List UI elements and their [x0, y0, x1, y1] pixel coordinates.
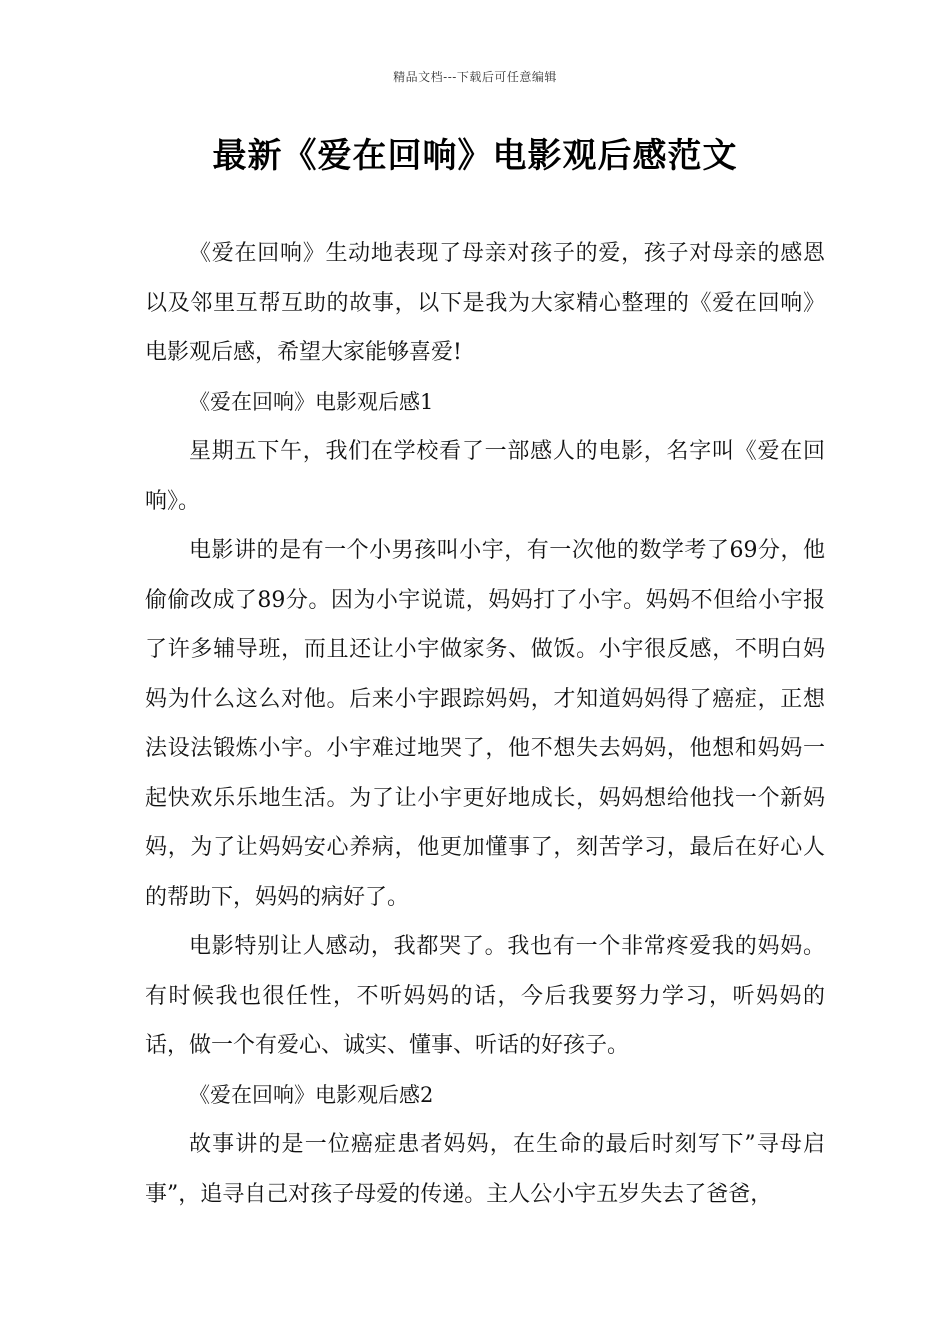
paragraph: 电影特别让人感动，我都哭了。我也有一个非常疼爱我的妈妈。有时候我也很任性，不听妈妈的话，今后我要努力学习，听妈妈的话，做一个有爱心、诚实、懂事、听话的好孩子。	[145, 934, 825, 1058]
paragraph-intro: 《爱在回响》生动地表现了母亲对孩子的爱，孩子对母亲的感恩以及邻里互帮互助的故事，以下是我为大家精心整理的《爱在回响》电影观后感，希望大家能够喜爱!	[145, 241, 825, 365]
document-title: 最新《爱在回响》电影观后感范文	[212, 136, 738, 176]
document-body	[145, 229, 825, 1219]
header-note: 精品文档---下载后可任意编辑	[393, 70, 557, 84]
paragraph: 故事讲的是一位癌症患者妈妈，在生命的最后时刻写下”寻母启事”，追寻自己对孩子母爱的传递。主人公小宇五岁失去了爸爸，	[145, 1132, 825, 1207]
section-heading-2: 《爱在回响》电影观后感2	[189, 1082, 434, 1107]
paragraph: 电影讲的是有一个小男孩叫小宇，有一次他的数学考了69分，他偷偷改成了89分。因为小宇说谎，妈妈打了小宇。妈妈不但给小宇报了许多辅导班，而且还让小宇做家务、做饭。小宇很反感，不明白妈妈为什么这么对他。后来小宇跟踪妈妈，才知道妈妈得了癌症，正想法设法锻炼小宇。小宇难过地哭了，他不想失去妈妈，他想和妈妈一起快欢乐乐地生活。为了让小宇更好地成长，妈妈想给他找一个新妈妈，为了让妈妈安心养病，他更加懂事了，刻苦学习，最后在好心人的帮助下，妈妈的病好了。	[145, 538, 825, 910]
paragraph: 星期五下午，我们在学校看了一部感人的电影，名字叫《爱在回响》。	[145, 439, 825, 514]
section-heading-1: 《爱在回响》电影观后感1	[189, 389, 434, 414]
